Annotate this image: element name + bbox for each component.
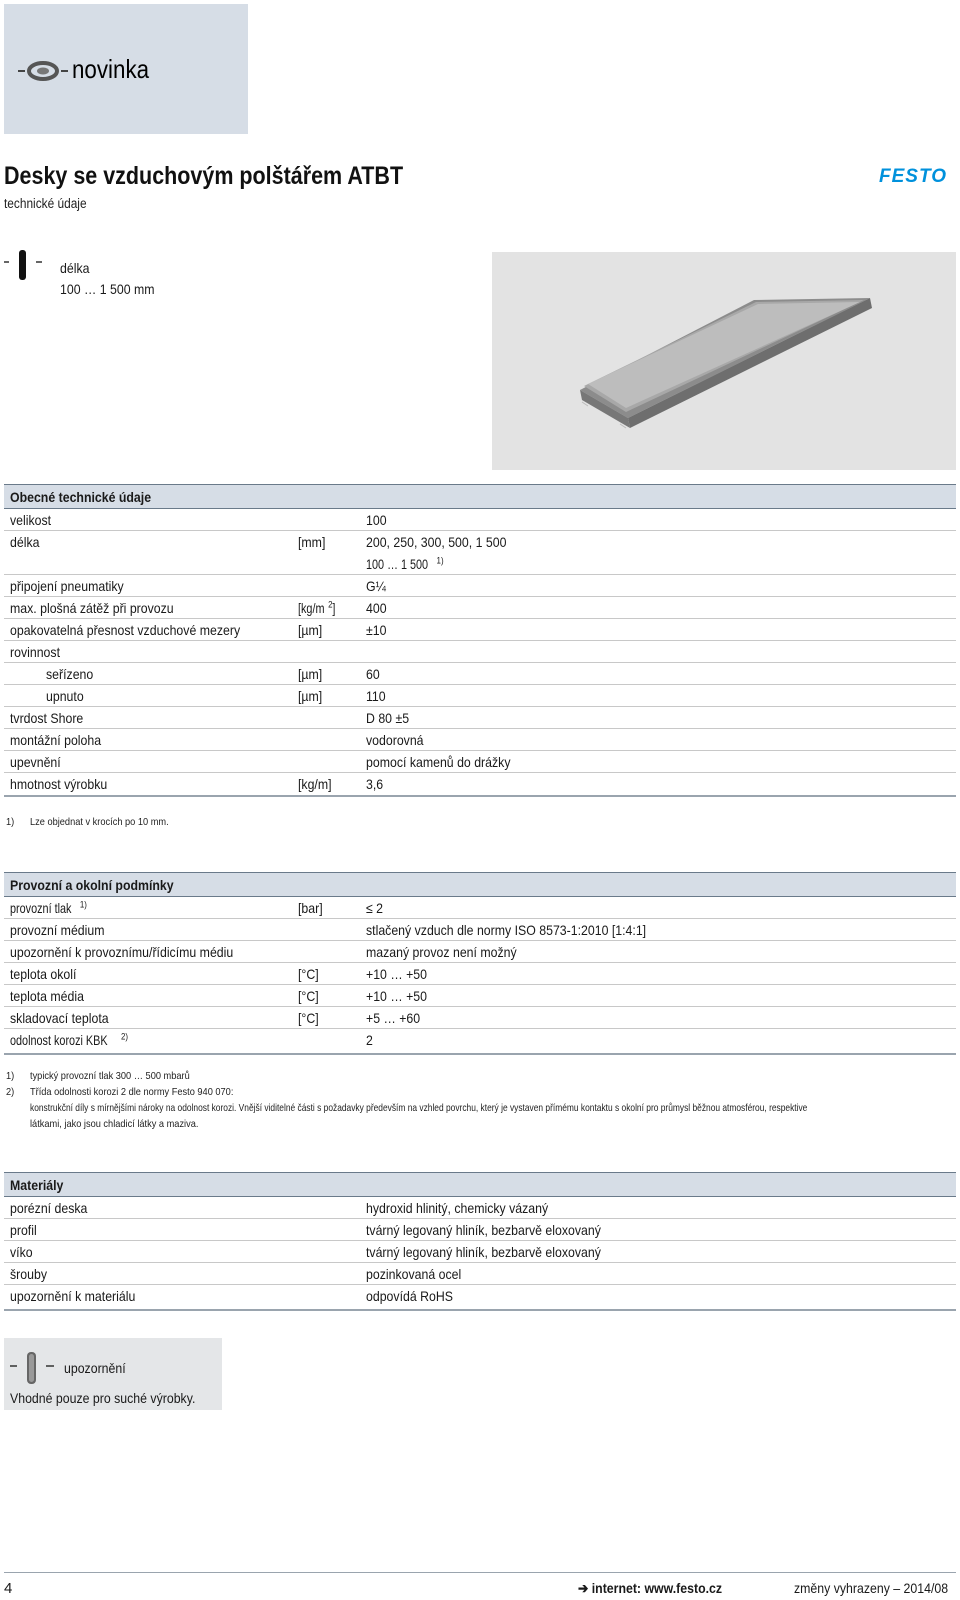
arrow-right-icon: ➔ bbox=[578, 1580, 589, 1596]
length-icon bbox=[4, 250, 42, 280]
table-row bbox=[4, 685, 956, 707]
table-row bbox=[4, 531, 956, 553]
row-name: montážní poloha bbox=[10, 732, 102, 748]
row-value: 200, 250, 300, 500, 1 500 bbox=[366, 534, 507, 550]
row-value-text: 100 … 1 500 bbox=[366, 556, 429, 572]
row-name-text: odolnost korozi KBK bbox=[10, 1032, 108, 1048]
footnote-text: konstrukční díly s mírnějšími nároky na odolnost korozi. Vnější viditelné části s požadavky především na vzhled povrchu, který je vystaven přímému kontaktu s okolní pro průmysl běžnou atmosférou, respektive bbox=[30, 1102, 808, 1114]
general-data-table bbox=[4, 484, 956, 797]
row-name: šrouby bbox=[10, 1266, 47, 1282]
table-row bbox=[4, 1285, 956, 1309]
table-row bbox=[4, 751, 956, 773]
row-value: +10 … +50 bbox=[366, 988, 427, 1004]
row-name: profil bbox=[10, 1222, 37, 1238]
table-row bbox=[4, 1263, 956, 1285]
row-name bbox=[10, 897, 87, 919]
footnote-ref: 1) bbox=[436, 555, 444, 566]
row-unit: [bar] bbox=[298, 900, 323, 916]
footnote-text: typický provozní tlak 300 … 500 mbarů bbox=[30, 1070, 190, 1082]
table-row bbox=[4, 919, 956, 941]
row-name: provozní médium bbox=[10, 922, 105, 938]
unit-close: ] bbox=[332, 600, 336, 616]
row-value: 100 bbox=[366, 512, 387, 528]
row-unit: [µm] bbox=[298, 622, 323, 638]
row-name: upozornění k provoznímu/řídicímu médiu bbox=[10, 944, 234, 960]
table-row bbox=[4, 707, 956, 729]
table-header bbox=[4, 484, 956, 509]
row-unit: [kg/m] bbox=[298, 776, 332, 792]
row-unit: [°C] bbox=[298, 1010, 319, 1026]
table-row bbox=[4, 1007, 956, 1029]
row-value: +10 … +50 bbox=[366, 966, 427, 982]
row-value: 110 bbox=[366, 688, 386, 704]
unit-exponent: 2 bbox=[328, 599, 333, 610]
product-image bbox=[492, 252, 956, 470]
table-row bbox=[4, 1241, 956, 1263]
page-subtitle: technické údaje bbox=[4, 196, 87, 211]
footnote-ref: 1) bbox=[79, 899, 87, 910]
length-value: 100 … 1 500 mm bbox=[60, 281, 155, 297]
row-name: rovinnost bbox=[10, 644, 60, 660]
table-row bbox=[4, 773, 956, 795]
footnote-ref: 2) bbox=[120, 1031, 129, 1042]
website-link[interactable] bbox=[578, 1580, 722, 1597]
row-value: G¼ bbox=[366, 578, 386, 594]
row-value: D 80 ±5 bbox=[366, 710, 410, 726]
note-text: Vhodné pouze pro suché výrobky. bbox=[10, 1390, 196, 1406]
note-box bbox=[4, 1338, 222, 1410]
table-row bbox=[4, 1029, 956, 1053]
row-name: víko bbox=[10, 1244, 33, 1260]
table-row bbox=[4, 985, 956, 1007]
footer-divider bbox=[4, 1572, 956, 1573]
table-row bbox=[4, 553, 956, 575]
air-cushion-plate-illustration bbox=[492, 252, 956, 470]
changes-notice: změny vyhrazeny – 2014/08 bbox=[794, 1580, 949, 1596]
table-row bbox=[4, 963, 956, 985]
row-unit: [mm] bbox=[298, 534, 326, 550]
row-name: velikost bbox=[10, 512, 52, 528]
row-name: připojení pneumatiky bbox=[10, 578, 124, 594]
table-row bbox=[4, 641, 956, 663]
footnote-text: Lze objednat v krocích po 10 mm. bbox=[30, 816, 169, 828]
length-label: délka bbox=[60, 260, 90, 276]
row-value: hydroxid hlinitý, chemicky vázaný bbox=[366, 1200, 549, 1216]
row-value: ≤ 2 bbox=[366, 900, 384, 916]
row-name-text: provozní tlak bbox=[10, 900, 72, 916]
row-unit: [µm] bbox=[298, 688, 323, 704]
row-name: upozornění k materiálu bbox=[10, 1288, 136, 1304]
row-unit: [°C] bbox=[298, 966, 319, 982]
table-row bbox=[4, 619, 956, 641]
footnote-number: 1) bbox=[6, 816, 15, 828]
footnote-number: 2) bbox=[6, 1086, 15, 1098]
row-value: 400 bbox=[366, 600, 387, 616]
row-name: porézní deska bbox=[10, 1200, 88, 1216]
table-row bbox=[4, 1219, 956, 1241]
row-name: teplota okolí bbox=[10, 966, 77, 982]
row-name: skladovací teplota bbox=[10, 1010, 109, 1026]
row-name: hmotnost výrobku bbox=[10, 776, 108, 792]
row-value: pomocí kamenů do drážky bbox=[366, 754, 511, 770]
row-value: mazaný provoz není možný bbox=[366, 944, 517, 960]
table-row bbox=[4, 1197, 956, 1219]
table-row bbox=[4, 663, 956, 685]
row-value: +5 … +60 bbox=[366, 1010, 421, 1026]
table-row bbox=[4, 509, 956, 531]
note-icon bbox=[10, 1352, 54, 1384]
operating-conditions-table bbox=[4, 872, 956, 1055]
row-value: 2 bbox=[366, 1032, 373, 1048]
table-row bbox=[4, 575, 956, 597]
unit-text: [kg/m bbox=[298, 600, 325, 616]
table-row bbox=[4, 729, 956, 751]
website-link-text: internet: www.festo.cz bbox=[591, 1580, 723, 1596]
row-name: teplota média bbox=[10, 988, 84, 1004]
row-value: tvárný legovaný hliník, bezbarvě eloxovaný bbox=[366, 1244, 601, 1260]
note-label: upozornění bbox=[64, 1360, 126, 1376]
row-value: stlačený vzduch dle normy ISO 8573-1:2010 [1:4:1] bbox=[366, 922, 647, 938]
row-name: seřízeno bbox=[46, 666, 94, 682]
row-unit: [°C] bbox=[298, 988, 319, 1004]
row-value: pozinkovaná ocel bbox=[366, 1266, 462, 1282]
row-value: 60 bbox=[366, 666, 380, 682]
row-name: tvrdost Shore bbox=[10, 710, 84, 726]
table-header bbox=[4, 1172, 956, 1197]
row-value: ±10 bbox=[366, 622, 387, 638]
row-value bbox=[366, 553, 444, 575]
table-row bbox=[4, 597, 956, 619]
festo-logo bbox=[870, 166, 956, 184]
table-title: Materiály bbox=[10, 1177, 64, 1193]
table-title: Obecné technické údaje bbox=[10, 489, 152, 505]
row-unit: [µm] bbox=[298, 666, 323, 682]
row-name: opakovatelná přesnost vzduchové mezery bbox=[10, 622, 241, 638]
row-name: upevnění bbox=[10, 754, 61, 770]
novinka-label: novinka bbox=[72, 54, 150, 84]
page-number: 4 bbox=[4, 1580, 13, 1597]
page-title: Desky se vzduchovým polštářem ATBT bbox=[4, 162, 404, 190]
table-header bbox=[4, 872, 956, 897]
materials-table bbox=[4, 1172, 956, 1311]
footnote-text: Třída odolnosti korozi 2 dle normy Festo 940 070: bbox=[30, 1086, 234, 1098]
row-value: 3,6 bbox=[366, 776, 384, 792]
new-product-icon bbox=[16, 60, 70, 82]
festo-logo-text: FESTO bbox=[879, 166, 947, 184]
row-value: odpovídá RoHS bbox=[366, 1288, 453, 1304]
row-name bbox=[10, 1029, 128, 1051]
footnote-text: látkami, jako jsou chladicí látky a maziva. bbox=[30, 1118, 199, 1130]
table-row bbox=[4, 941, 956, 963]
row-name: max. plošná zátěž při provozu bbox=[10, 600, 174, 616]
row-name: délka bbox=[10, 534, 40, 550]
row-value: vodorovná bbox=[366, 732, 424, 748]
footnote-number: 1) bbox=[6, 1070, 15, 1082]
table-row bbox=[4, 897, 956, 919]
row-name: upnuto bbox=[46, 688, 84, 704]
row-unit bbox=[298, 597, 336, 619]
novinka-badge bbox=[4, 4, 248, 134]
row-value: tvárný legovaný hliník, bezbarvě eloxovaný bbox=[366, 1222, 601, 1238]
table-title: Provozní a okolní podmínky bbox=[10, 877, 174, 893]
